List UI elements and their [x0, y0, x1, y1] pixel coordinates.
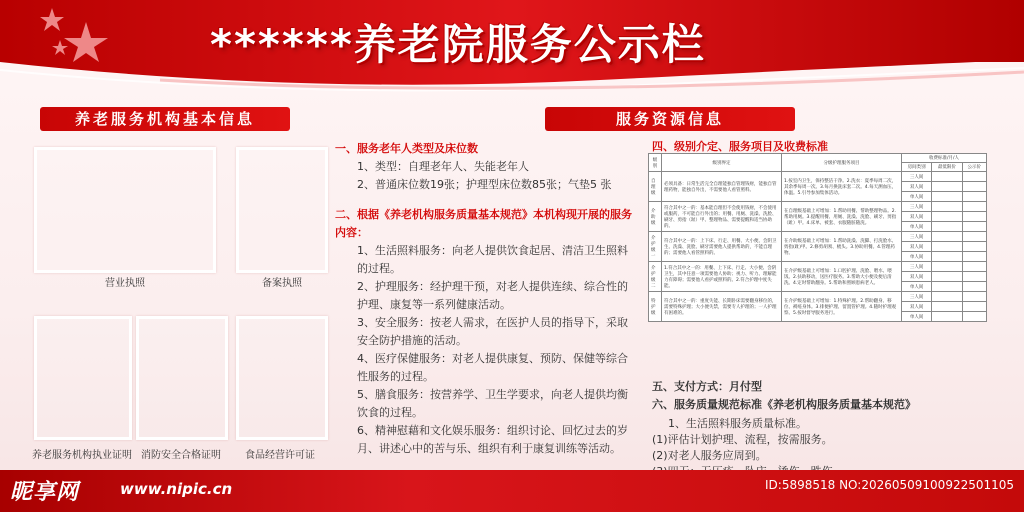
table-cell-price — [932, 252, 962, 262]
table-cell-price — [962, 182, 986, 192]
table-cell-room-type: 双人间 — [902, 302, 932, 312]
frame-business-license — [34, 147, 216, 273]
table-cell-price — [932, 272, 962, 282]
table-cell-room-type: 双人间 — [902, 242, 932, 252]
frame-fire-safety — [136, 316, 228, 440]
table-cell-price — [932, 182, 962, 192]
table-header: 级别 — [649, 154, 662, 172]
s2-item: 2、护理服务：经护理干预，对老人提供连续、综合性的护理、康复等一系列健康活动。 — [357, 280, 628, 311]
table-cell-define: 符合其中之一的：重度失能、长期卧床需要翻身移位的，需要特殊护理；大小便失禁，需要专人护理的；一人护理有困难的。 — [662, 292, 782, 322]
table-row — [649, 262, 987, 272]
table-cell-price — [932, 302, 962, 312]
table-cell-price — [962, 222, 986, 232]
table-cell-price — [962, 272, 986, 282]
table-cell-price — [962, 212, 986, 222]
frame-label: 消防安全合格证明 — [141, 450, 221, 461]
table-cell-price — [962, 282, 986, 292]
s2-item: 6、精神慰藉和文化娱乐服务：组织讨论、回忆过去的岁月、讲述心中的苦与乐、组织有利于康复训练等活动。 — [357, 424, 628, 455]
table-cell-level: 自理级 — [649, 172, 662, 202]
s2-item: 3、安全服务：按老人需求，在医护人员的指导下，采取安全防护措施的活动。 — [357, 316, 628, 347]
table-cell-price — [932, 262, 962, 272]
table-cell-price — [932, 312, 962, 322]
table-header: 房间类别 — [902, 163, 932, 172]
table-cell-price — [932, 192, 962, 202]
table-cell-room-type: 单人间 — [902, 222, 932, 232]
table-cell-price — [962, 232, 986, 242]
site-url: www.nipic.cn — [120, 480, 233, 498]
table-cell-price — [932, 202, 962, 212]
page-title: ******养老院服务公示栏 — [210, 20, 706, 69]
table-cell-room-type: 双人间 — [902, 272, 932, 282]
table-cell-room-type: 单人间 — [902, 252, 932, 262]
s1-item: 1、类型：自理老年人、失能老年人 — [357, 160, 529, 173]
section-6-title: 六、服务质量规范标准《养老机构服务质量基本规范》 — [652, 398, 916, 411]
site-logo: 昵享网 — [10, 480, 80, 505]
table-cell-price — [962, 252, 986, 262]
table-cell-level: 介护级二 — [649, 262, 662, 292]
table-cell-price — [932, 242, 962, 252]
table-cell-define: 符合其中之一的：基本能自理但不会使用钱财，不会使用或服药，不可能自行外出的；用餐、用厕、洗澡、洗脸、刷牙、剪指（趾）甲、整理物品、需要提醒和适当协助的。 — [662, 202, 782, 232]
frame-label: 营业执照 — [105, 278, 145, 289]
s2-item: 5、膳食服务：按营养学、卫生学要求，向老人提供均衡饮食的过程。 — [357, 388, 628, 419]
table-cell-items: 在介助级基础上可增加：1.帮助洗澡、洗脚、打洗脸水、剪指(趾)甲。2.修剪胡须、梳头。3.协助用餐。4.管理药物。 — [782, 232, 902, 262]
frame-filing-license — [236, 147, 328, 273]
frame-label: 备案执照 — [262, 278, 302, 289]
table-cell-room-type: 单人间 — [902, 282, 932, 292]
table-cell-price — [932, 292, 962, 302]
table-cell-price — [962, 242, 986, 252]
table-cell-price — [932, 282, 962, 292]
table-cell-level: 介助级 — [649, 202, 662, 232]
table-header: 分级护理服务项目 — [782, 154, 902, 172]
table-cell-level: 介护级一 — [649, 232, 662, 262]
table-cell-price — [932, 212, 962, 222]
table-row — [649, 202, 987, 212]
frame-practice-certificate — [34, 316, 132, 440]
table-header: 级别界定 — [662, 154, 782, 172]
s2-item: 4、医疗保健服务：对老人提供康复、预防、保健等综合性服务的过程。 — [357, 352, 628, 383]
table-cell-room-type: 三人间 — [902, 232, 932, 242]
table-cell-price — [962, 302, 986, 312]
table-header: 最低限价 — [932, 163, 962, 172]
table-cell-define: 符合其中之一的：上下床、行走、用餐、大小便、会阴卫生、洗澡、洗脸、刷牙需要他人提供帮助的，不能自理的；需要他人看管照料的。 — [662, 232, 782, 262]
s6-item: (2)对老人服务应周到。 — [652, 449, 767, 462]
frame-label: 食品经营许可证 — [245, 450, 315, 461]
table-cell-room-type: 单人间 — [902, 192, 932, 202]
table-cell-room-type: 三人间 — [902, 292, 932, 302]
s6-item: 1、生活照料服务质量标准。 — [668, 417, 807, 430]
section-title-basic-info: 养老服务机构基本信息 — [40, 107, 290, 131]
table-cell-items: 在介护级基础上可增加：1.特殊护理。2.帮助翻身、移位、褥疮身体。3.排便护理、留置管护理。4.随时护理观察。5.按时督导服务进行。 — [782, 292, 902, 322]
image-id-watermark: ID:5898518 NO:20260509100922501105 — [765, 478, 1015, 492]
table-row — [649, 232, 987, 242]
table-cell-room-type: 三人间 — [902, 202, 932, 212]
s1-item: 2、普通床位数19张；护理型床位数85张；气垫5 张 — [357, 178, 612, 191]
table-cell-price — [962, 172, 986, 182]
table-cell-price — [962, 192, 986, 202]
table-row — [649, 172, 987, 182]
service-fee-table — [648, 153, 987, 322]
section-5-title: 五、支付方式：月付型 — [652, 380, 762, 393]
table-cell-room-type: 双人间 — [902, 182, 932, 192]
section-1-title: 一、服务老年人类型及床位数 — [335, 142, 478, 155]
table-cell-room-type: 单人间 — [902, 312, 932, 322]
s6-item: (1)评估计划护理、流程，按需服务。 — [652, 433, 833, 446]
table-cell-room-type: 三人间 — [902, 172, 932, 182]
table-cell-price — [932, 222, 962, 232]
table-cell-items: 1.按室内卫生，保持整洁干净。2.洗衣：夏季每周二次，其余季每周一次。3.每月换洗床套二次。4.每天测血压，体温。5.引导参加集体活动。 — [782, 172, 902, 202]
table-header: 收费标准/月/人 — [902, 154, 987, 163]
section-4-title: 四、级别介定、服务项目及收费标准 — [652, 140, 828, 153]
table-cell-price — [962, 292, 986, 302]
s2-item: 1、生活照料服务：向老人提供饮食起居、清洁卫生照料的过程。 — [357, 244, 628, 275]
table-cell-price — [962, 312, 986, 322]
table-cell-items: 在介护级基础上可增加：1.口腔护理、洗脸、喂水、喂饭。2.扶助移动，送医疗服务。3.帮助大小便及便后清洗。4.定时帮助翻身。5.帮助和照顾患病老人。 — [782, 262, 902, 292]
table-cell-price — [962, 202, 986, 212]
table-cell-room-type: 双人间 — [902, 212, 932, 222]
frame-label: 养老服务机构执业证明 — [32, 450, 132, 461]
section-title-resources: 服务资源信息 — [545, 107, 795, 131]
section-2-title: 二、根据《养老机构服务质量基本规范》本机构现开展的服务内容： — [335, 208, 632, 239]
table-cell-define: 必须具备：日常生活完全自理能独自管理钱财，能独自管理药物，能独自外出，不需要他人看管照料。 — [662, 172, 782, 202]
table-row — [649, 292, 987, 302]
table-cell-define: 1.符合其中之一的：用餐、上下床、行走、大小便、会阴卫生，其中任意一项需要他人协助；视力、听力、理解能力有障碍；需要他人看护或照料的。2.符合护理中度失能。 — [662, 262, 782, 292]
table-cell-price — [932, 232, 962, 242]
table-cell-price — [932, 172, 962, 182]
frame-food-license — [236, 316, 328, 440]
table-cell-room-type: 三人间 — [902, 262, 932, 272]
table-header: 公示价 — [962, 163, 986, 172]
table-cell-items: 在自理级基础上可增加：1.帮助用餐、帮助整理物品。2.帮助用厕。3.提醒用餐、用厕、洗澡、洗脸、刷牙、剪指（趾）甲。4.床单、被套、衣服随脏随洗。 — [782, 202, 902, 232]
table-cell-level: 特护级 — [649, 292, 662, 322]
service-content — [335, 140, 635, 488]
table-cell-price — [962, 262, 986, 272]
